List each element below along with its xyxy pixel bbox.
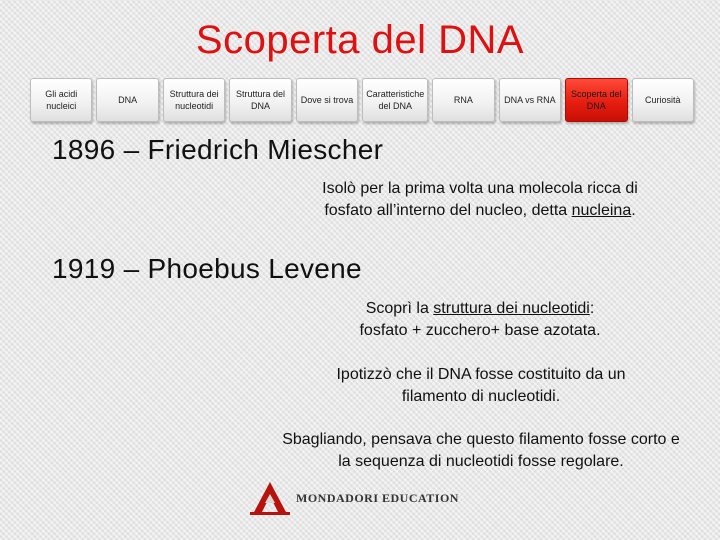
miescher-heading: 1896 – Friedrich Miescher bbox=[52, 134, 384, 165]
nav-curiosita[interactable]: Curiosità bbox=[632, 78, 694, 122]
mondadori-logo-icon bbox=[250, 481, 290, 515]
nav-dove-si-trova[interactable]: Dove si trova bbox=[296, 78, 358, 122]
nav-dna[interactable]: DNA bbox=[96, 78, 158, 122]
nav-dna-vs-rna[interactable]: DNA vs RNA bbox=[499, 78, 561, 122]
nav-bar bbox=[30, 78, 694, 122]
nav-gli-acidi-nucleici[interactable]: Gli acidi nucleici bbox=[30, 78, 92, 122]
nav-scoperta-dna[interactable]: Scoperta del DNA bbox=[565, 78, 627, 122]
miescher-text-end: . bbox=[631, 202, 636, 219]
levene-text-1-line2: fosfato + zucchero+ base azotata. bbox=[359, 322, 601, 339]
mondadori-logo bbox=[250, 480, 459, 516]
levene-text-1-colon: : bbox=[589, 300, 595, 317]
page-title: Scoperta del DNA bbox=[195, 18, 525, 62]
levene-text-1-start: Scoprì la bbox=[365, 300, 434, 317]
nav-caratteristiche-dna[interactable]: Caratteristiche del DNA bbox=[362, 78, 428, 122]
levene-text-2: Ipotizzò che il DNA fosse costituito da un filamento di nucleotidi. bbox=[336, 366, 626, 405]
miescher-text-body: Isolò per la prima volta una molecola ricca di fosfato all’interno del nucleo, detta bbox=[322, 180, 638, 219]
levene-text-3: Sbagliando, pensava che questo filamento fosse corto e la sequenza di nucleotidi fosse regolare. bbox=[282, 431, 680, 470]
logo-text: MONDADORI EDUCATION bbox=[296, 490, 459, 505]
nav-rna[interactable]: RNA bbox=[432, 78, 494, 122]
miescher-text bbox=[296, 178, 664, 222]
struttura-nucleotidi-term: struttura dei nucleotidi bbox=[433, 300, 590, 317]
nucleina-term: nucleina bbox=[571, 202, 632, 219]
levene-text-1 bbox=[320, 298, 640, 342]
nav-struttura-nucleotidi[interactable]: Struttura dei nucleotidi bbox=[163, 78, 225, 122]
nav-struttura-dna[interactable]: Struttura del DNA bbox=[229, 78, 291, 122]
levene-heading: 1919 – Phoebus Levene bbox=[52, 253, 362, 284]
